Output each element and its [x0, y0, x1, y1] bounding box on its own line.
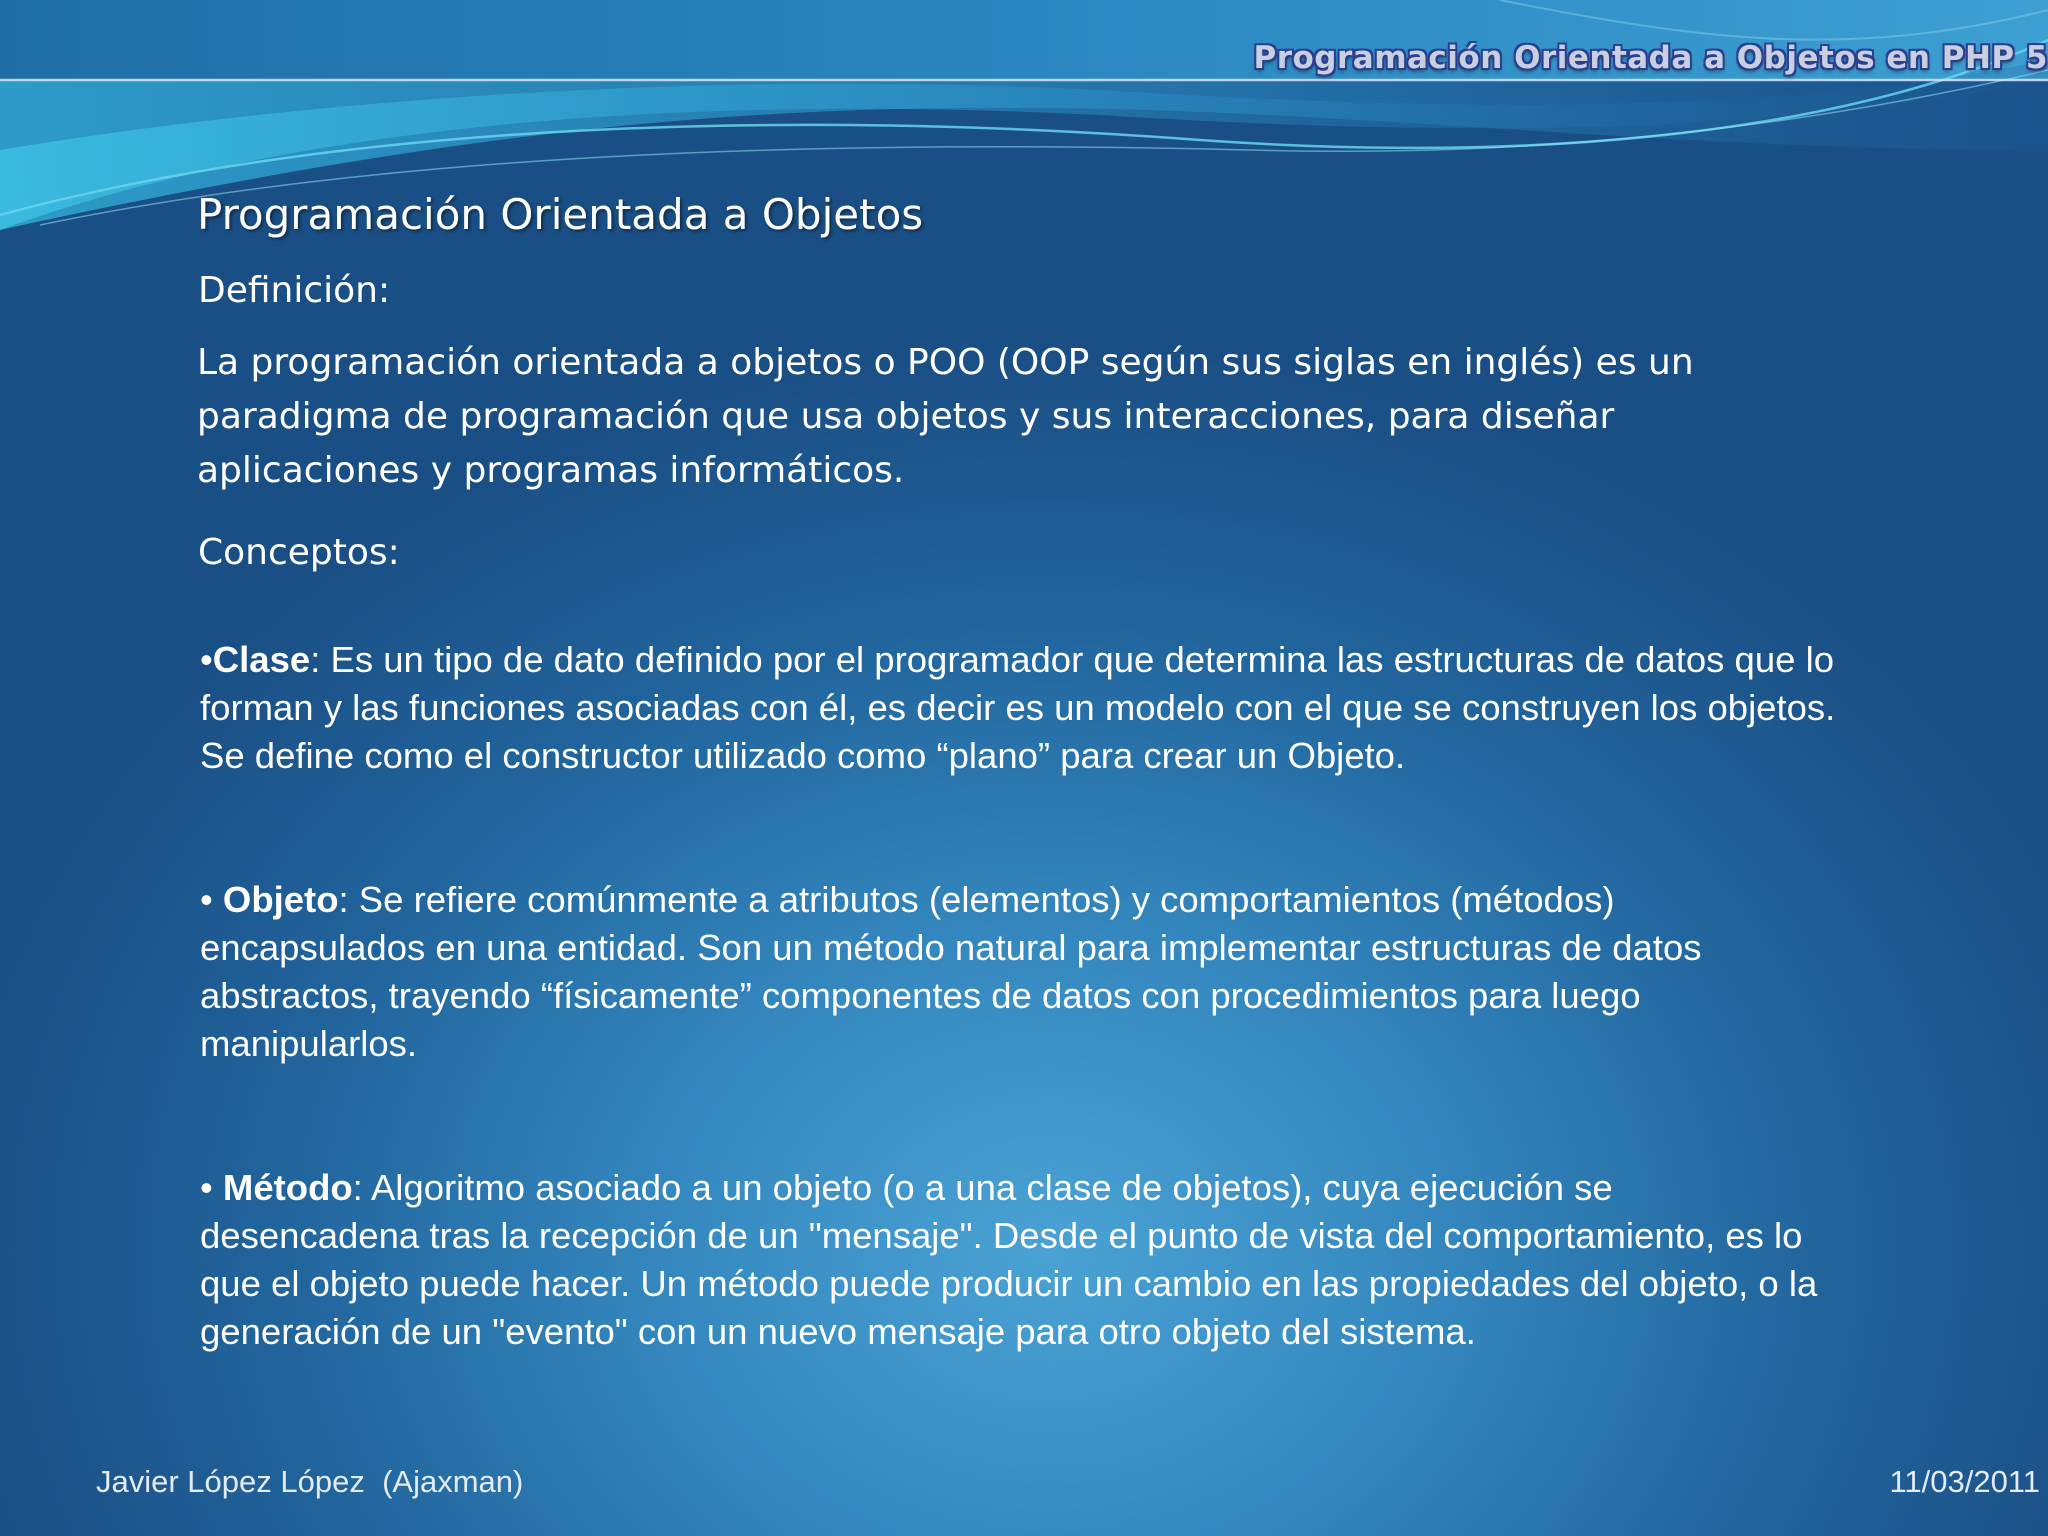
presentation-header-title: Programación Orientada a Objetos en PHP 5 — [1253, 40, 2048, 76]
bullet-icon: • — [200, 1167, 223, 1208]
bullet-icon: • — [200, 879, 223, 920]
footer-date: 11/03/2011 — [1889, 1464, 2040, 1499]
concept-item-metodo — [200, 1164, 1840, 1356]
definition-label: Definición: — [198, 270, 391, 311]
slide-title: Programación Orientada a Objetos — [197, 190, 924, 239]
concept-description: : Es un tipo de dato definido por el programador que determina las estructuras de datos que lo forman y las funciones asociadas con él, es decir es un modelo con el que se construyen los objetos. Se define como el constructor utilizado como “plano” para crear un Objeto. — [200, 639, 1836, 776]
definition-text: La programación orientada a objetos o POO (OOP según sus siglas en inglés) es un paradigma de programación que usa objetos y sus interacciones, para diseñar aplicaciones y programas informáticos. — [197, 342, 1694, 491]
footer-author: Javier López López (Ajaxman) — [96, 1464, 524, 1499]
concept-term: Objeto — [222, 879, 339, 920]
concept-item-clase — [200, 636, 1840, 780]
concept-description: : Algoritmo asociado a un objeto (o a una clase de objetos), cuya ejecución se desencadena tras la recepción de un "mensaje". Desde el punto de vista del comportamiento, es lo que el objeto puede hacer. Un método puede producir un cambio en las propiedades del objeto, o la generación de un "evento" con un nuevo mensaje para otro objeto del sistema. — [200, 1167, 1818, 1352]
bullet-icon: • — [200, 639, 213, 680]
concepts-list — [200, 636, 1840, 1452]
concepts-label: Conceptos: — [198, 532, 400, 573]
concept-item-objeto — [200, 876, 1840, 1068]
concept-term: Clase — [212, 639, 311, 680]
concept-term: Método — [222, 1167, 353, 1208]
concept-description: : Se refiere comúnmente a atributos (elementos) y comportamientos (métodos) encapsulados en una entidad. Son un método natural para implementar estructuras de datos abstractos, trayendo “físicamente” componentes de datos con procedimientos para luego manipularlos. — [200, 879, 1702, 1064]
